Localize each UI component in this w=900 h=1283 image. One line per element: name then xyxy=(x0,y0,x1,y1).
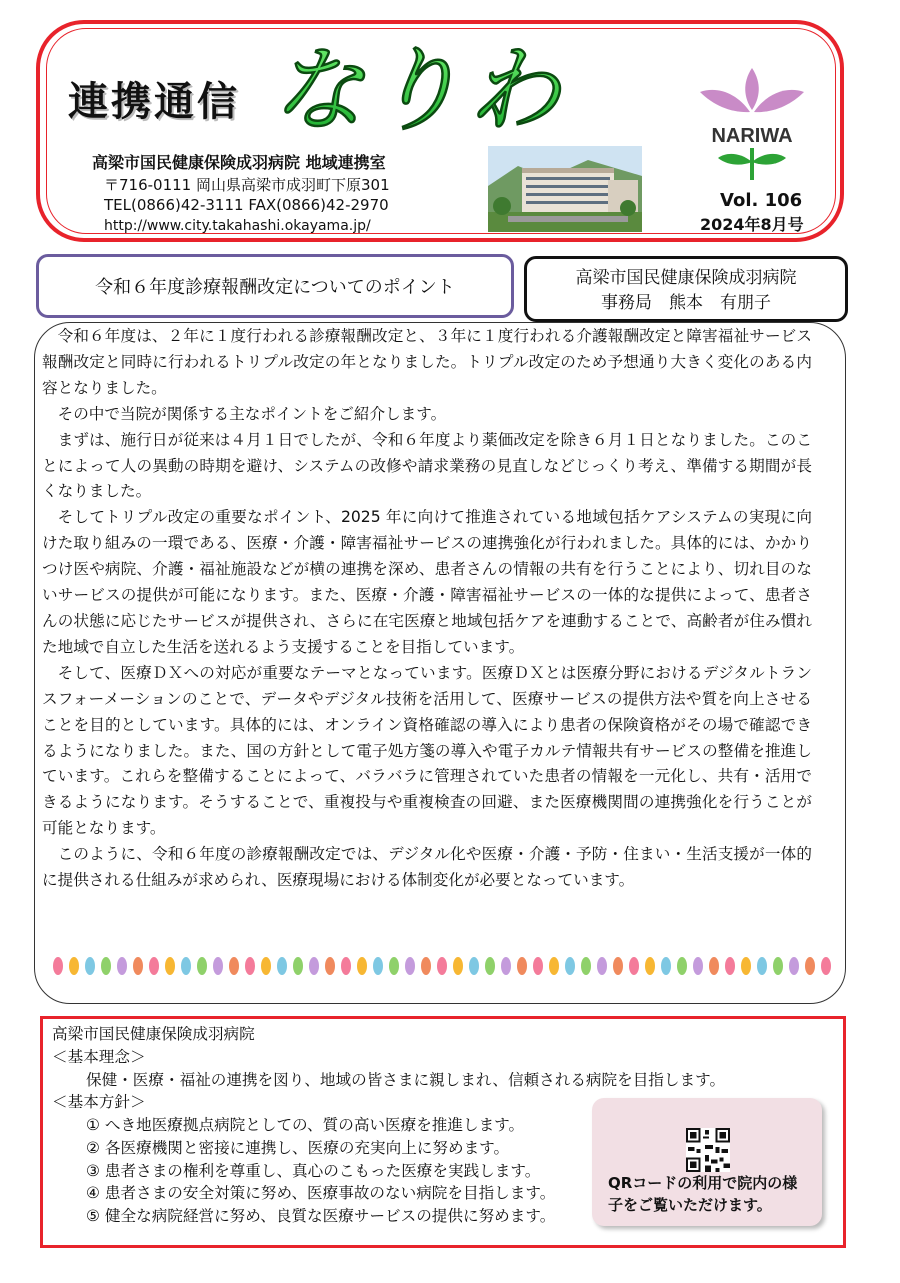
divider-dot xyxy=(533,957,543,975)
divider-dot xyxy=(101,957,111,975)
divider-dot xyxy=(453,957,463,975)
divider-dot xyxy=(293,957,303,975)
divider-dot xyxy=(597,957,607,975)
divider-dot xyxy=(741,957,751,975)
author-box xyxy=(524,256,848,322)
divider-dot xyxy=(485,957,495,975)
divider-dot xyxy=(613,957,623,975)
divider-dot xyxy=(677,957,687,975)
divider-dot xyxy=(725,957,735,975)
divider-dot xyxy=(629,957,639,975)
divider-dot xyxy=(149,957,159,975)
divider-dot xyxy=(357,957,367,975)
divider-dot xyxy=(405,957,415,975)
divider-dot xyxy=(341,957,351,975)
nariwa-logo-text: なりわ xyxy=(272,37,567,144)
divider-dot xyxy=(645,957,655,975)
divider-dot xyxy=(197,957,207,975)
divider-dot xyxy=(661,957,671,975)
policy-item: ① へき地医療拠点病院としての、質の高い医療を推進します。 xyxy=(86,1116,525,1134)
article-topic: 令和６年度診療報酬改定についてのポイント xyxy=(36,254,514,318)
divider-dot xyxy=(709,957,719,975)
article-paragraph: 令和６年度は、２年に１度行われる診療報酬改定と、３年に１度行われる介護報酬改定と障害福祉サービス報酬改定と同時に行われるトリプル改定の年となりました。トリプル改定のため予想通り大きく変化のある内容となりました。 xyxy=(42,327,812,397)
article-body xyxy=(42,324,812,894)
nariwa-flower-emblem xyxy=(692,58,812,183)
article-paragraph: そしてトリプル改定の重要なポイント、2025 年に向けて推進されている地域包括ケアシステムの実現に向けた取り組みの一環である、医療・介護・障害福祉サービスの連携強化が行われました。具体的には、かかりつけ医や病院、介護・福祉施設などが横の連携を深め、患者さんの情報の共有を行うことにより、切れ目のないサービスの提供が可能になります。また、医療・介護・障害福祉サービスの一体的な提供によって、患者さんの状態に応じたサービスが提供され、さらに在宅医療と地域包括ケアを連動することで、高齢者が住み慣れた地域で自立した生活を送れるよう支援することを目指しています。 xyxy=(42,508,812,656)
divider-dot xyxy=(581,957,591,975)
emblem-label: NARIWA xyxy=(711,125,793,147)
author-organization: 高梁市国民健康保険成羽病院 xyxy=(575,268,797,288)
hospital-phone-fax: TEL(0866)42-3111 FAX(0866)42-2970 xyxy=(104,196,389,214)
volume-number: Vol. 106 xyxy=(720,190,803,211)
divider-dot xyxy=(773,957,783,975)
divider-dot xyxy=(277,957,287,975)
hospital-department: 高梁市国民健康保険成羽病院 地域連携室 xyxy=(92,153,386,172)
divider-dot xyxy=(389,957,399,975)
newsletter-title: 連携通信 xyxy=(68,79,240,125)
divider-dot xyxy=(85,957,95,975)
principle-heading: ＜基本理念＞ xyxy=(52,1048,146,1066)
hospital-address: 〒716-0111 岡山県高梁市成羽町下原301 xyxy=(104,176,390,194)
divider-dot xyxy=(421,957,431,975)
policy-item: ② 各医療機関と密接に連携し、医療の充実向上に努めます。 xyxy=(86,1139,510,1157)
divider-dot xyxy=(261,957,271,975)
divider-dot xyxy=(565,957,575,975)
article-paragraph: そして、医療ＤＸへの対応が重要なテーマとなっています。医療ＤＸとは医療分野におけるデジタルトランスフォーメーションのことで、データやデジタル技術を活用して、医療サービスの提供方法や質を向上させることを目的としています。具体的には、オンライン資格確認の導入により患者の保険資格がその場で確認できるようになりました。また、国の方針として電子処方箋の導入や電子カルテ情報共有サービスの整備を推進しています。これらを整備することによって、バラバラに管理されていた患者の情報を一元化し、共有・活用できるようになります。そうすることで、重複投与や重複検査の回避、また医療機関間の連携強化を行うことが可能となります。 xyxy=(42,663,812,838)
author-name: 事務局 熊本 有朋子 xyxy=(601,293,771,313)
divider-dot xyxy=(821,957,831,975)
divider-dot xyxy=(805,957,815,975)
divider-dot xyxy=(517,957,527,975)
divider-dot xyxy=(693,957,703,975)
qr-caption: QRコードの利用で院内の様子をご覧いただけます。 xyxy=(608,1174,798,1214)
divider-dot xyxy=(309,957,319,975)
divider-dot xyxy=(549,957,559,975)
divider-dot xyxy=(437,957,447,975)
issue-date: 2024年8月号 xyxy=(700,215,804,234)
nariwa-logo xyxy=(268,34,568,144)
divider-dot xyxy=(133,957,143,975)
divider-dot xyxy=(165,957,175,975)
divider-dot xyxy=(213,957,223,975)
divider-dot xyxy=(181,957,191,975)
hospital-building-photo xyxy=(488,146,642,232)
divider-dot xyxy=(245,957,255,975)
divider-dot xyxy=(117,957,127,975)
principle-text: 保健・医療・福祉の連携を図り、地域の皆さまに親しまれ、信頼される病院を目指します。 xyxy=(86,1071,726,1089)
hospital-url[interactable]: http://www.city.takahashi.okayama.jp/ xyxy=(104,218,371,234)
divider-dot xyxy=(53,957,63,975)
decorative-dot-divider xyxy=(52,954,832,978)
divider-dot xyxy=(373,957,383,975)
policy-item: ⑤ 健全な病院経営に努め、良質な医療サービスの提供に努めます。 xyxy=(86,1207,556,1225)
divider-dot xyxy=(757,957,767,975)
divider-dot xyxy=(325,957,335,975)
philosophy-hospital-name: 高梁市国民健康保険成羽病院 xyxy=(52,1025,255,1043)
article-paragraph: このように、令和６年度の診療報酬改定では、デジタル化や医療・介護・予防・住まい・生活支援が一体的に提供される仕組みが求められ、医療現場における体制変化が必要となっています。 xyxy=(42,845,812,890)
qr-code-icon[interactable] xyxy=(686,1128,730,1172)
policy-item: ④ 患者さまの安全対策に努め、医療事故のない病院を目指します。 xyxy=(86,1184,556,1202)
divider-dot xyxy=(469,957,479,975)
article-paragraph: まずは、施行日が従来は４月１日でしたが、令和６年度より薬価改定を除き６月１日となりました。このことによって人の異動の時期を避け、システムの改修や請求業務の見直しなどじっくり考え、準備する期間が長くなりました。 xyxy=(42,430,812,501)
article-paragraph: その中で当院が関係する主なポイントをご紹介します。 xyxy=(57,404,447,423)
divider-dot xyxy=(69,957,79,975)
divider-dot xyxy=(789,957,799,975)
divider-dot xyxy=(501,957,511,975)
divider-dot xyxy=(229,957,239,975)
policy-heading: ＜基本方針＞ xyxy=(52,1093,146,1111)
policy-item: ③ 患者さまの権利を尊重し、真心のこもった医療を実践します。 xyxy=(86,1162,541,1180)
